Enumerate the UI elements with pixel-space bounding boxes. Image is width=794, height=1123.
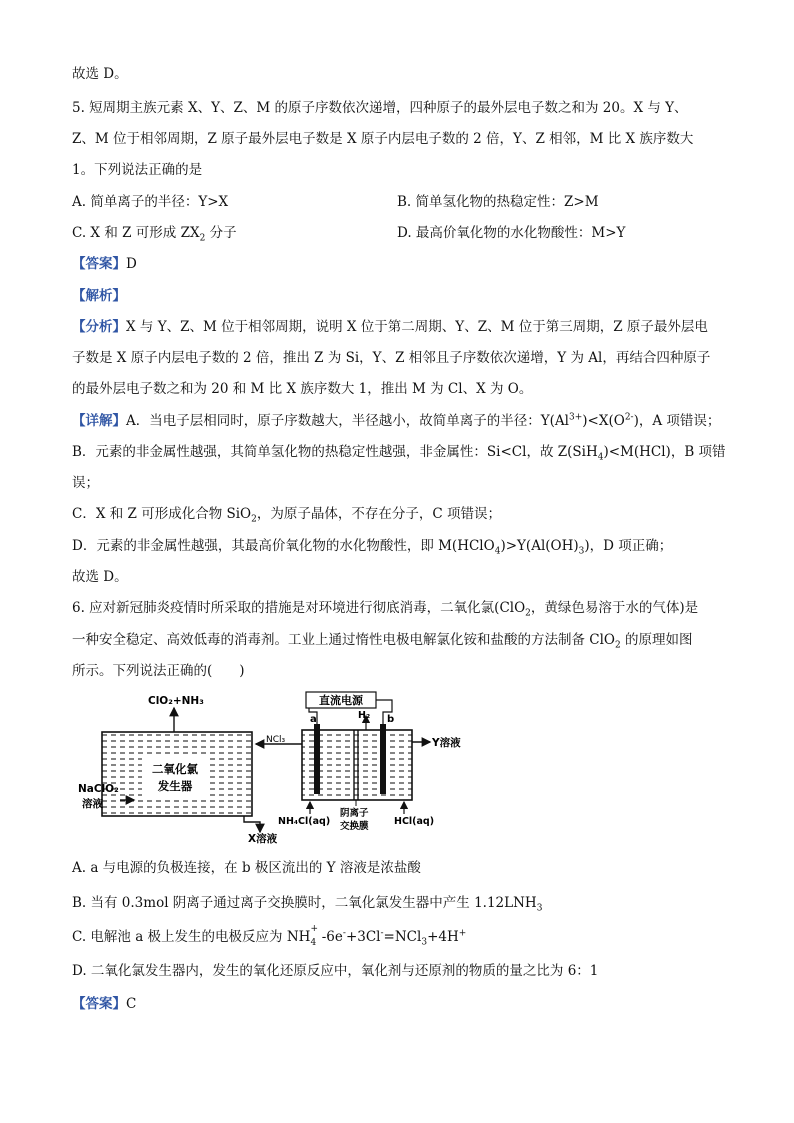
generator-label-1: 二氧化氯 [152,762,198,776]
x-outlet-arrow [244,816,260,832]
q6-option-d: D. 二氧化氯发生器内，发生的氧化还原反应中，氧化剂与还原剂的物质的量之比为 6：1 [72,963,599,979]
q6-stem-line1: 6. 应对新冠肺炎疫情时所采取的措施是对环境进行彻底消毒，二氧化氯(ClO$_2$，黄绿色易溶于水的气体)是 [72,600,699,619]
q5-conclusion: 故选 D。 [72,569,128,585]
ncl3-label: NCl₃ [266,735,286,745]
clo2-nh3-label: ClO₂+NH₃ [148,695,204,707]
q5-option-b: B. 简单氢化物的热稳定性：Z>M [397,194,599,210]
dc-power-label: 直流电源 [319,694,363,707]
nh4cl-label: NH₄Cl(aq) [278,816,331,827]
q5-detail-c: C．X 和 Z 可形成化合物 SiO$_2$，为原子晶体，不存在分子，C 项错误； [72,506,501,525]
q6-stem-line2: 一种安全稳定、高效低毒的消毒剂。工业上通过惰性电极电解氯化铵和盐酸的方法制备 ClO$_2$ 的原理如图 [72,632,693,651]
electrode-b-label: b [387,714,395,725]
q5-analysis-line1: 【分析】X 与 Y、Z、M 位于相邻周期，说明 X 位于第二周期、Y、Z、M 位于第三周期，Z 原子最外层电 [72,319,708,335]
q5-detail-d: D．元素的非金属性越强，其最高价氧化物的水化物酸性，即 $M(HClO_4)>Y(Al(OH)_3)$，D 项正确； [72,538,673,557]
q4-conclusion: 故选 D。 [72,66,128,82]
q5-option-d: D. 最高价氧化物的水化物酸性：M>Y [397,225,626,241]
q5-stem-line1: 5. 短周期主族元素 X、Y、Z、M 的原子序数依次递增，四种原子的最外层电子数之和为 20。X 与 Y、 [72,100,688,116]
electrode-b [380,724,386,794]
q5-detail-b: B．元素的非金属性越强，其简单氢化物的热稳定性越强，非金属性：Si<Cl，故 Z(SiH$_4$)<M(HCl)，B 项错 [72,444,726,463]
h2-label: H₂ [358,710,371,721]
q5-answer: 【答案】D [72,256,137,272]
y-solution-label: Y溶液 [432,737,461,749]
q6-answer: 【答案】C [72,996,137,1012]
q5-analysis-line2: 子数是 X 原子内层电子数的 2 倍，推出 Z 为 Si，Y、Z 相邻且子序数依次递增，Y 为 Al，再结合四种原子 [72,350,711,366]
q6-option-c: C. 电解池 a 极上发生的电极反应为 NH + 4 -6e-+3Cl-=NCl$_3$+4H+ [72,924,467,948]
naclo2-label-1: NaClO₂ [78,783,119,795]
q5-jiexi-heading: 【解析】 [72,288,126,304]
naclo2-label-2: 溶液 [82,798,103,810]
q5-detail-a: 【详解】A．当电子层相同时，原子序数越大，半径越小，故简单离子的半径：$Y(Al^{3+})<X(O^{2-})$，A 项错误； [72,412,721,429]
q5-stem-line2: Z、M 位于相邻周期，Z 原子最外层电子数是 X 原子内层电子数的 2 倍，Y、Z 相邻，M 比 X 族序数大 [72,131,694,147]
hcl-label: HCl(aq) [394,816,435,827]
q5-detail-b-cont: 误； [72,475,99,491]
electrolysis-diagram [74,690,494,846]
q5-stem-line3: 1。下列说法正确的是 [72,162,203,178]
electrode-a-label: a [310,714,317,725]
q5-option-a: A. 简单离子的半径：Y>X [72,194,229,210]
q6-option-b: B. 当有 0.3mol 阴离子通过离子交换膜时，二氧化氯发生器中产生 $1.12LNH_3$ [72,895,543,914]
x-solution-label: X溶液 [248,833,278,845]
electrode-a [314,724,320,794]
q5-analysis-line3: 的最外层电子数之和为 20 和 M 比 X 族序数大 1，推出 M 为 Cl、X 为 O。 [72,381,533,397]
q6-option-a: A. a 与电源的负极连接，在 b 极区流出的 Y 溶液是浓盐酸 [72,860,421,876]
generator-label-2: 发生器 [157,779,193,793]
membrane-label-2: 交换膜 [340,821,369,832]
q5-option-c: C. X 和 Z 可形成 $ZX_2$ 分子 [72,225,237,244]
membrane-label-1: 阴离子 [340,808,369,819]
q6-stem-line3: 所示。下列说法正确的( ) [72,663,245,679]
